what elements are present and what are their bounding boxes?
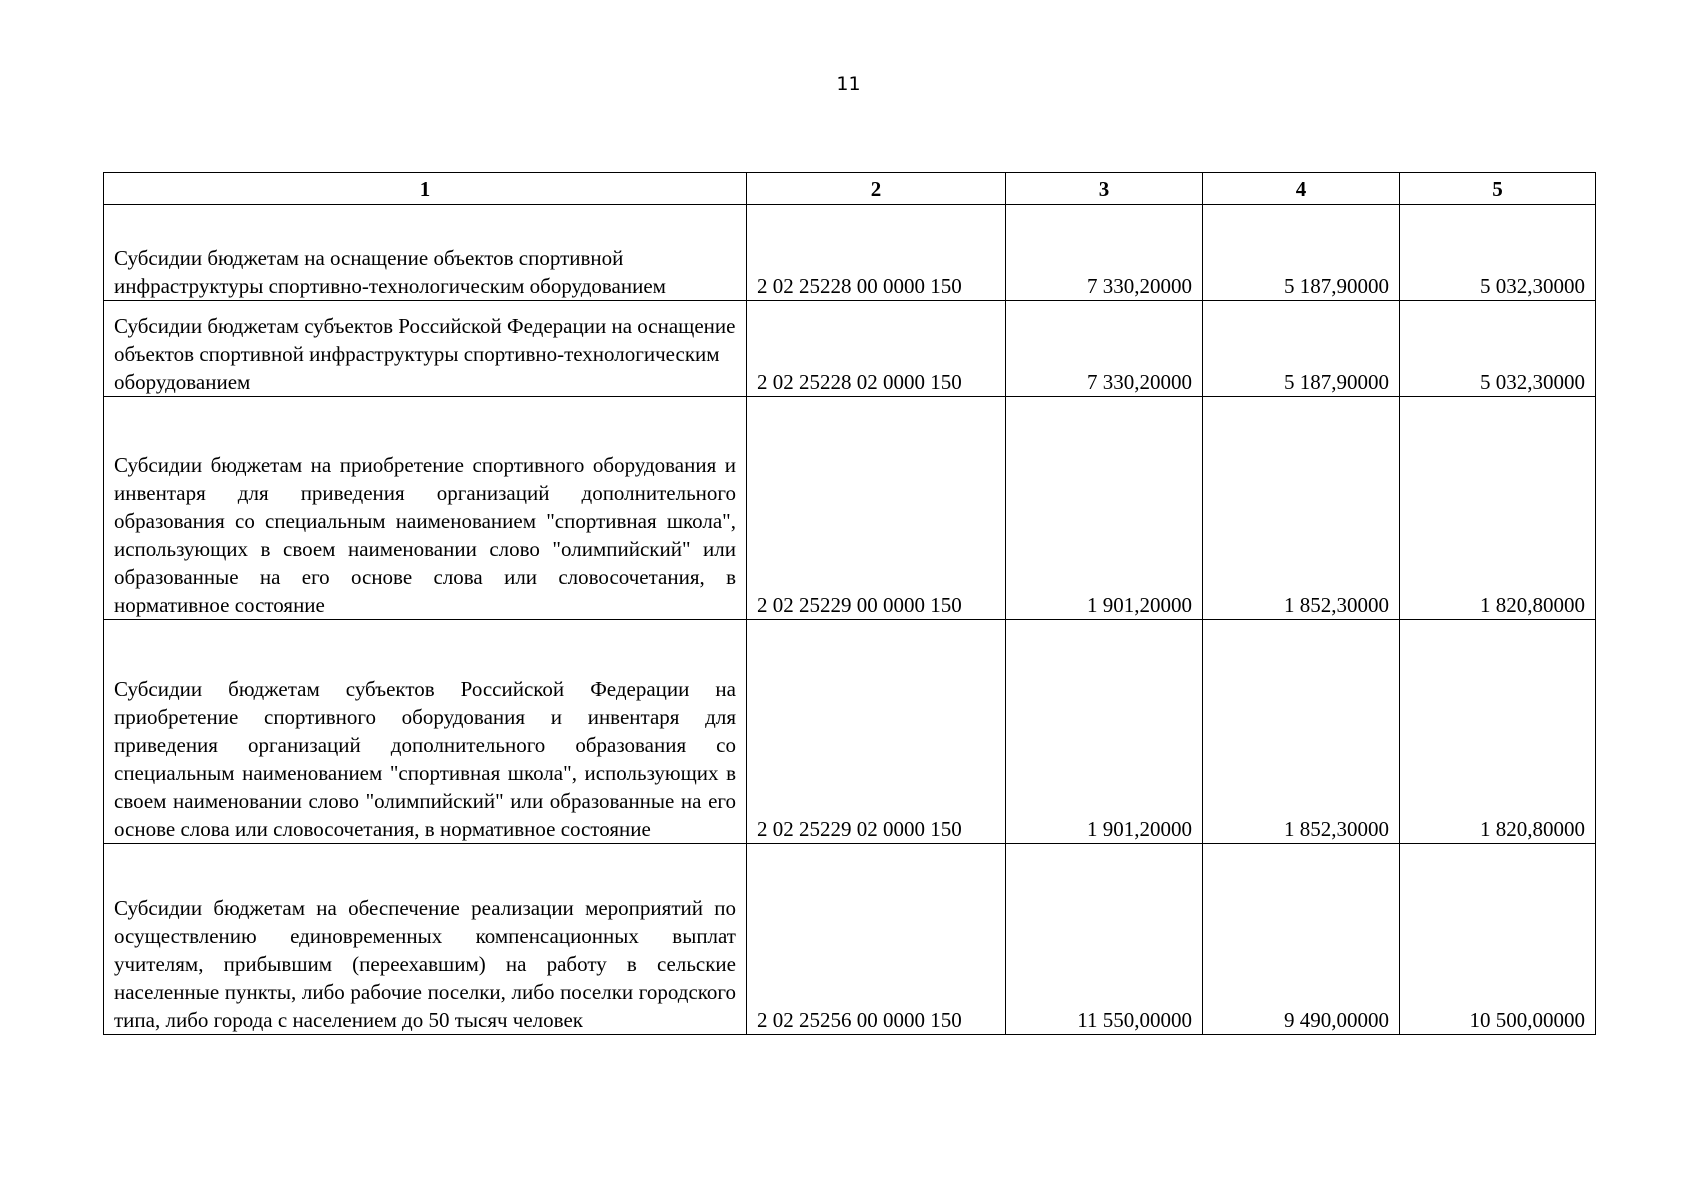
- column-header-1: 1: [104, 173, 747, 205]
- row-value-col4: 1 852,30000: [1203, 620, 1400, 844]
- budget-table: [103, 172, 1596, 1035]
- row-budget-code: 2 02 25229 02 0000 150: [747, 620, 1006, 844]
- row-description: Субсидии бюджетам субъектов Российской Федерации на приобретение спортивного оборудования и инвентаря для приведения организаций дополнительного образования со специальным наименованием "спортивная школа", использующих в своем наименовании слово "олимпийский" или образованные на его основе слова или словосочетания, в нормативное состояние: [104, 620, 747, 844]
- column-header-5: 5: [1400, 173, 1596, 205]
- table-row: [104, 397, 1596, 620]
- row-value-col4: 5 187,90000: [1203, 301, 1400, 397]
- page-number: 11: [836, 73, 861, 95]
- row-description: Субсидии бюджетам на приобретение спортивного оборудования и инвентаря для приведения организаций дополнительного образования со специальным наименованием "спортивная школа", использующих в своем наименовании слово "олимпийский" или образованные на его основе слова или словосочетания, в нормативное состояние: [104, 397, 747, 620]
- table-row: [104, 844, 1596, 1035]
- column-header-4: 4: [1203, 173, 1400, 205]
- row-value-col3: 7 330,20000: [1006, 205, 1203, 301]
- row-value-col4: 9 490,00000: [1203, 844, 1400, 1035]
- row-value-col5: 1 820,80000: [1400, 620, 1596, 844]
- table-row: [104, 620, 1596, 844]
- row-value-col3: 1 901,20000: [1006, 397, 1203, 620]
- row-budget-code: 2 02 25229 00 0000 150: [747, 397, 1006, 620]
- row-value-col4: 1 852,30000: [1203, 397, 1400, 620]
- row-value-col5: 5 032,30000: [1400, 205, 1596, 301]
- row-value-col5: 1 820,80000: [1400, 397, 1596, 620]
- row-description: Субсидии бюджетам на обеспечение реализации мероприятий по осуществлению единовременных компенсационных выплат учителям, прибывшим (переехавшим) на работу в сельские населенные пункты, либо рабочие поселки, либо поселки городского типа, либо города с населением до 50 тысяч человек: [104, 844, 747, 1035]
- table-row: [104, 301, 1596, 397]
- row-budget-code: 2 02 25256 00 0000 150: [747, 844, 1006, 1035]
- row-budget-code: 2 02 25228 00 0000 150: [747, 205, 1006, 301]
- table-header-row: [104, 173, 1596, 205]
- table-row: [104, 205, 1596, 301]
- row-value-col3: 11 550,00000: [1006, 844, 1203, 1035]
- row-value-col3: 1 901,20000: [1006, 620, 1203, 844]
- row-value-col4: 5 187,90000: [1203, 205, 1400, 301]
- row-budget-code: 2 02 25228 02 0000 150: [747, 301, 1006, 397]
- row-description: Субсидии бюджетам субъектов Российской Федерации на оснащение объектов спортивной инфраструктуры спортивно-технологическим оборудованием: [104, 301, 747, 397]
- column-header-3: 3: [1006, 173, 1203, 205]
- row-value-col5: 5 032,30000: [1400, 301, 1596, 397]
- row-value-col5: 10 500,00000: [1400, 844, 1596, 1035]
- column-header-2: 2: [747, 173, 1006, 205]
- row-value-col3: 7 330,20000: [1006, 301, 1203, 397]
- row-description: Субсидии бюджетам на оснащение объектов спортивной инфраструктуры спортивно-технологическим оборудованием: [104, 205, 747, 301]
